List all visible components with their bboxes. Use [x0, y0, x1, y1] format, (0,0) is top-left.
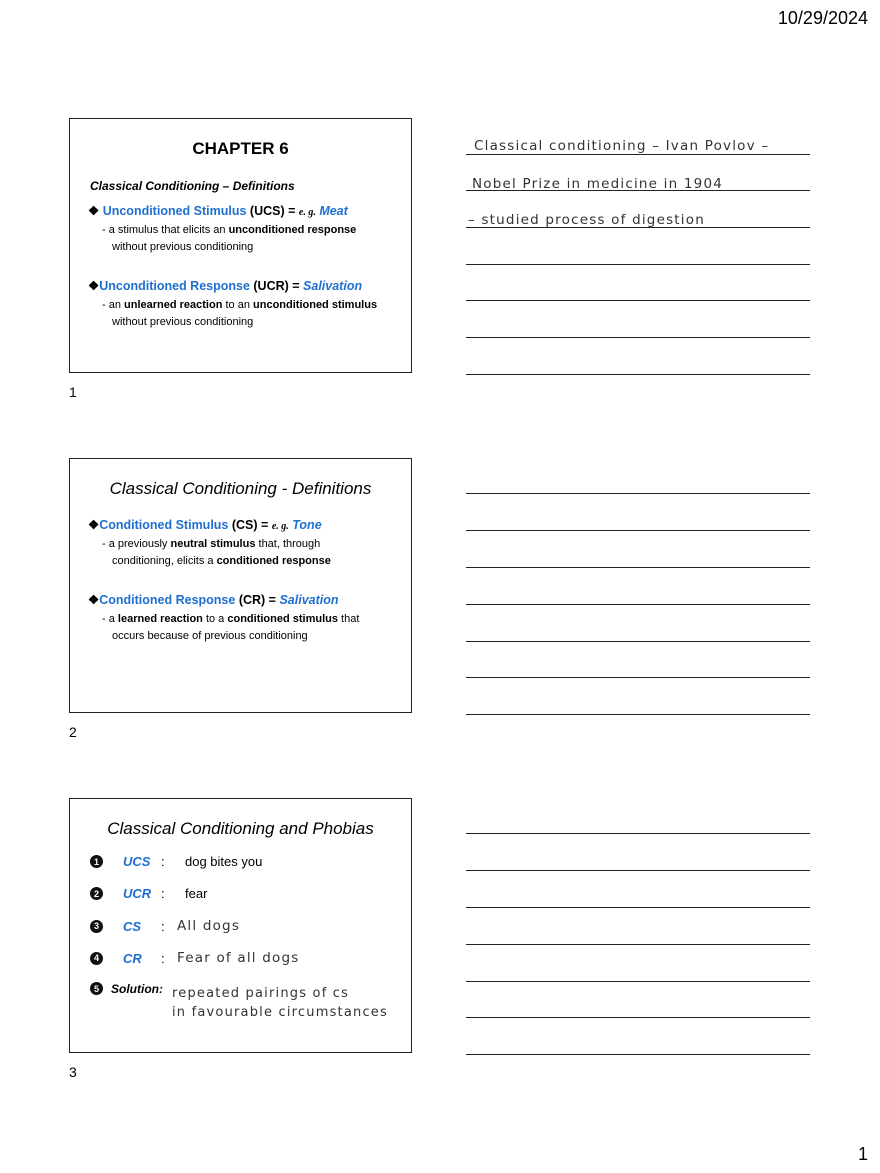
term: Conditioned Response [99, 593, 236, 607]
slide-3 [69, 798, 412, 1053]
definition-ucr [88, 278, 411, 293]
definition-desc [102, 297, 411, 331]
item-label: UCR [123, 886, 152, 901]
item-label: Solution: [111, 982, 163, 996]
print-date: 10/29/2024 [777, 8, 868, 28]
slide-number: 1 [69, 384, 77, 400]
definition-cr [88, 592, 411, 607]
number-bullet-icon: 1 [90, 855, 103, 868]
handwritten-note: Classical conditioning – Ivan Povlov – [474, 138, 770, 154]
text: - a previously [102, 538, 171, 550]
number-bullet-icon: 4 [90, 952, 103, 965]
number-bullet-icon: 3 [90, 920, 103, 933]
text: that [337, 613, 360, 625]
text: that, through [255, 538, 321, 550]
example: Salivation [303, 279, 363, 293]
definition-cs [88, 517, 411, 532]
text: conditioning, elicits a [112, 555, 217, 567]
colon: : [161, 886, 165, 901]
item-label: UCS [123, 854, 151, 869]
example: Salivation [279, 593, 339, 607]
phobia-item-2 [90, 886, 207, 901]
page-number: 1 [857, 1144, 868, 1164]
text: without previous conditioning [112, 316, 254, 328]
colon: : [161, 854, 165, 869]
item-label: CR [123, 950, 142, 966]
handwritten-note: – studied process of digestion [468, 212, 705, 228]
definition-desc [102, 536, 411, 570]
handwritten-value: All dogs [177, 918, 241, 934]
slide-subtitle: Classical Conditioning – Definitions [90, 179, 295, 193]
text: - a stimulus that elicits an [102, 224, 229, 236]
definition-desc [102, 222, 411, 256]
text: to a [202, 613, 228, 625]
slide-title: Classical Conditioning and Phobias [107, 819, 374, 838]
definition-desc [102, 611, 411, 645]
handwritten-note: Nobel Prize in medicine in 1904 [472, 176, 724, 192]
slide-title: Classical Conditioning - Definitions [109, 479, 372, 498]
text-bold: unconditioned response [228, 224, 357, 236]
term: Unconditioned Stimulus [102, 204, 247, 218]
eg: e. g. [298, 207, 316, 218]
term: Unconditioned Response [99, 279, 250, 293]
definition-ucs [88, 203, 411, 218]
slide-number: 2 [69, 724, 77, 740]
handwritten-value: repeated pairings of cs [172, 986, 350, 1001]
abbr: (CR) = [235, 593, 280, 607]
text-bold: learned reaction [117, 613, 203, 625]
phobia-item-4 [90, 950, 299, 966]
abbr: (UCR) = [249, 279, 304, 293]
diamond-bullet-icon: ❖ [88, 279, 100, 293]
slide-number: 3 [69, 1064, 77, 1080]
abbr: (UCS) = [246, 204, 299, 218]
example: Meat [319, 204, 348, 218]
text-bold: neutral stimulus [170, 538, 256, 550]
colon: : [161, 950, 165, 966]
eg: e. g. [271, 521, 289, 532]
text: to an [222, 299, 254, 311]
slide-title: CHAPTER 6 [192, 139, 289, 158]
text-bold: unlearned reaction [124, 299, 223, 311]
text-bold: conditioned stimulus [227, 613, 338, 625]
phobia-item-5 [90, 982, 163, 996]
phobia-item-3 [90, 918, 240, 934]
item-value: fear [185, 886, 208, 901]
number-bullet-icon: 2 [90, 887, 103, 900]
term: Conditioned Stimulus [99, 518, 229, 532]
slide-1 [69, 118, 412, 373]
item-label: CS [123, 918, 142, 934]
phobia-item-1 [90, 854, 262, 869]
diamond-bullet-icon: ❖ [88, 518, 100, 532]
text: without previous conditioning [112, 241, 254, 253]
handwritten-value: in favourable circumstances [172, 1005, 388, 1020]
abbr: (CS) = [228, 518, 272, 532]
text: - a [102, 613, 118, 625]
diamond-bullet-icon: ❖ [88, 204, 103, 218]
text: - an [102, 299, 125, 311]
slide-2 [69, 458, 412, 713]
text: occurs because of previous conditioning [112, 630, 308, 642]
number-bullet-icon: 5 [90, 982, 103, 995]
diamond-bullet-icon: ❖ [88, 593, 100, 607]
item-value: dog bites you [185, 854, 263, 869]
example: Tone [292, 518, 322, 532]
colon: : [161, 918, 165, 934]
text-bold: conditioned response [216, 555, 331, 567]
text-bold: unconditioned stimulus [253, 299, 378, 311]
handwritten-value: Fear of all dogs [177, 950, 300, 966]
